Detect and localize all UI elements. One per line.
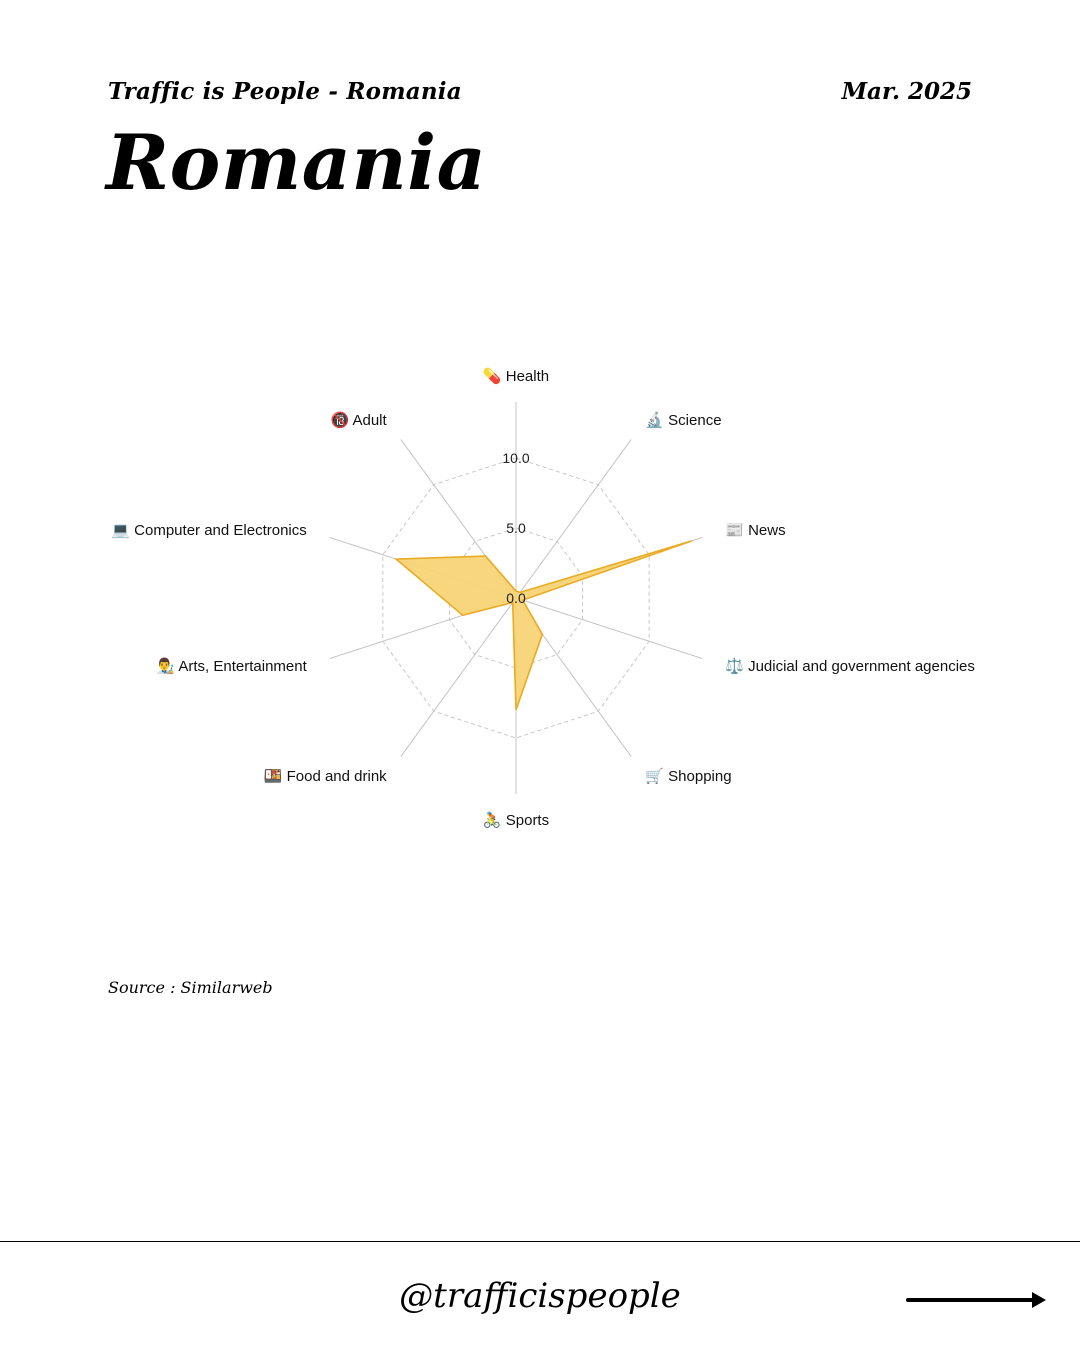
category-text-3: Judicial and government agencies <box>748 657 975 675</box>
series-area <box>396 541 692 710</box>
radar-series <box>396 541 692 710</box>
right-arrow-icon[interactable] <box>906 1288 1048 1312</box>
category-label-3 <box>725 657 975 675</box>
category-text-9: Adult <box>352 412 387 430</box>
category-emoji-1: 🔬 <box>645 412 669 430</box>
category-emoji-7: 👨‍🎨 <box>156 657 179 675</box>
source-note: Source : Similarweb <box>108 978 273 997</box>
category-emoji-9: 🔞 <box>330 412 353 430</box>
tick-label-1: 5.0 <box>506 520 526 536</box>
category-emoji-4: 🛒 <box>645 767 669 785</box>
category-emoji-3: ⚖️ <box>725 657 749 675</box>
footer-divider <box>0 1241 1080 1242</box>
category-label-7 <box>156 657 307 675</box>
category-text-7: Arts, Entertainment <box>178 657 307 675</box>
category-text-6: Food and drink <box>286 767 387 785</box>
category-emoji-0: 💊 <box>482 368 506 385</box>
category-text-5: Sports <box>505 812 550 829</box>
report-date: Mar. 2025 <box>841 78 972 105</box>
category-label-9 <box>330 411 387 429</box>
page-title: Romania <box>106 118 487 207</box>
category-text-2: News <box>748 522 786 540</box>
category-text-0: Health <box>505 368 550 385</box>
category-text-4: Shopping <box>668 767 732 785</box>
category-emoji-5: 🚴 <box>482 812 506 829</box>
tick-label-2: 10.0 <box>502 450 530 466</box>
category-label-0 <box>483 366 549 385</box>
category-text-8: Computer and Electronics <box>134 522 307 540</box>
spoke-1 <box>516 439 631 598</box>
category-labels <box>111 366 975 829</box>
category-label-2 <box>725 522 785 539</box>
spoke-3 <box>516 598 702 659</box>
category-emoji-2: 📰 <box>725 522 749 540</box>
category-label-6 <box>264 768 387 785</box>
page-subtitle: Traffic is People - Romania <box>108 78 462 105</box>
category-label-1 <box>645 410 721 429</box>
category-emoji-6: 🍱 <box>263 767 287 785</box>
tick-label-0: 0.0 <box>506 590 526 606</box>
category-label-4 <box>645 767 731 785</box>
category-label-5 <box>483 811 549 829</box>
category-text-1: Science <box>668 412 722 430</box>
social-handle: @trafficispeople <box>399 1276 681 1316</box>
category-emoji-8: 💻 <box>111 522 135 540</box>
category-label-8 <box>111 522 306 539</box>
